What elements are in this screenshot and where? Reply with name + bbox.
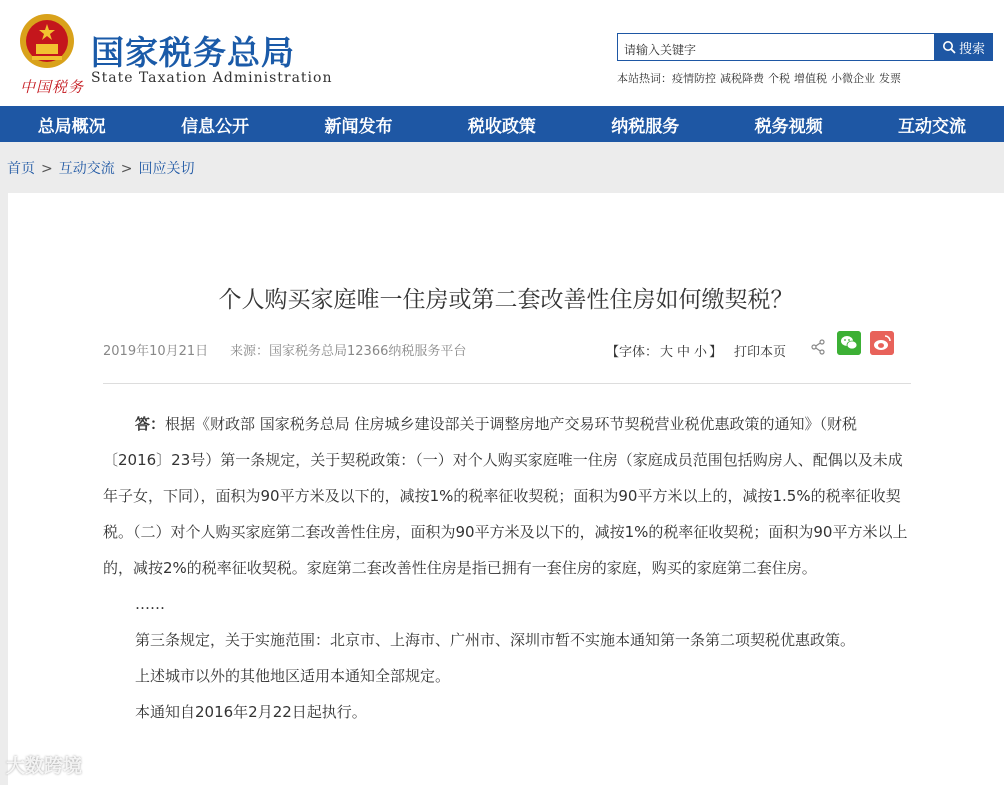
search-icon — [942, 40, 956, 54]
print-link[interactable]: 打印本页 — [734, 345, 787, 360]
share-icon[interactable] — [810, 339, 826, 355]
article-panel — [8, 193, 1004, 785]
answer-label: 答： — [135, 415, 166, 433]
search-input[interactable]: 请输入关键字 — [617, 33, 935, 61]
nav-item-interaction[interactable]: 互动交流 — [898, 116, 967, 137]
font-size-small[interactable]: 小 — [694, 345, 708, 360]
hot-words-label: 本站热词： — [617, 72, 672, 85]
search-button[interactable] — [934, 33, 993, 61]
font-label-close: 】 — [709, 345, 723, 360]
article-date: 2019年10月21日 — [103, 344, 209, 359]
nav-item-tax-video[interactable]: 税务视频 — [754, 116, 823, 137]
nav-item-news[interactable]: 新闻发布 — [324, 116, 393, 137]
wechat-share-icon[interactable] — [837, 331, 861, 355]
nav-item-taxpayer-service[interactable]: 纳税服务 — [611, 116, 680, 137]
font-size-large[interactable]: 大 — [660, 345, 674, 360]
article-paragraph: 上述城市以外的其他地区适用本通知全部规定。 — [135, 667, 451, 685]
hot-word-link[interactable]: 发票 — [879, 72, 901, 85]
hot-word-link[interactable]: 减税降费 — [720, 72, 764, 85]
article-paragraph: 第三条规定，关于实施范围：北京市、上海市、广州市、深圳市暂不实施本通知第一条第二项契税优惠政策。 — [135, 631, 856, 649]
article-paragraph: …… — [135, 595, 165, 613]
hot-word-link[interactable]: 个税 — [768, 72, 790, 85]
emblem-caption: 中国税务 — [20, 78, 85, 96]
breadcrumb-response[interactable]: 回应关切 — [138, 161, 195, 177]
article-body — [103, 406, 915, 730]
breadcrumb-separator: > — [41, 161, 53, 177]
article-paragraph: 本通知自2016年2月22日起执行。 — [135, 703, 367, 721]
nav-item-info-disclosure[interactable]: 信息公开 — [181, 116, 250, 137]
article-paragraph — [103, 406, 915, 586]
nav-item-overview[interactable]: 总局概况 — [37, 116, 106, 137]
site-title[interactable]: 国家税务总局 — [91, 33, 295, 72]
breadcrumb — [7, 158, 194, 178]
paragraph-text: 根据《财政部 国家税务总局 住房城乡建设部关于调整房地产交易环节契税营业税优惠政策的通知》（财税〔2016〕23号）第一条规定，关于契税政策：（一）对个人购买家庭唯一住房（家庭成员范围包括购房人、配偶以及未成年子女，下同），面积为90平方米及以下的，减按1%的税率征收契税；面积为90平方米以上的，减按1.5%的税率征收契税。（二）对个人购买家庭第二套改善性住房，面积为90平方米及以下的，减按1%的税率征收契税；面积为90平方米以上的，减按2%的税率征收契税。家庭第二套改善性住房是指已拥有一套住房的家庭，购买的家庭第二套住房。 — [103, 415, 908, 577]
site-subtitle: State Taxation Administration — [91, 70, 333, 86]
site-header — [0, 0, 1004, 106]
breadcrumb-interaction[interactable]: 互动交流 — [58, 161, 115, 177]
search-button-label: 搜索 — [958, 41, 985, 57]
nav-item-tax-policy[interactable]: 税收政策 — [467, 116, 536, 137]
hot-words — [617, 70, 905, 86]
font-size-control — [606, 341, 722, 360]
weibo-share-icon[interactable] — [870, 331, 894, 355]
breadcrumb-separator: > — [120, 161, 133, 177]
national-emblem-icon — [18, 12, 76, 70]
article-title: 个人购买家庭唯一住房或第二套改善性住房如何缴契税？ — [218, 287, 794, 313]
divider — [103, 383, 911, 384]
hot-word-link[interactable]: 疫情防控 — [672, 72, 716, 85]
watermark: 大数跨境 — [6, 755, 83, 777]
hot-word-link[interactable]: 增值税 — [794, 72, 827, 85]
font-label-open: 【字体： — [606, 345, 659, 360]
article-source: 来源：国家税务总局12366纳税服务平台 — [230, 344, 467, 359]
main-nav — [0, 106, 1004, 142]
hot-word-link[interactable]: 小微企业 — [831, 72, 875, 85]
font-size-medium[interactable]: 中 — [677, 345, 691, 360]
breadcrumb-home[interactable]: 首页 — [7, 161, 35, 177]
